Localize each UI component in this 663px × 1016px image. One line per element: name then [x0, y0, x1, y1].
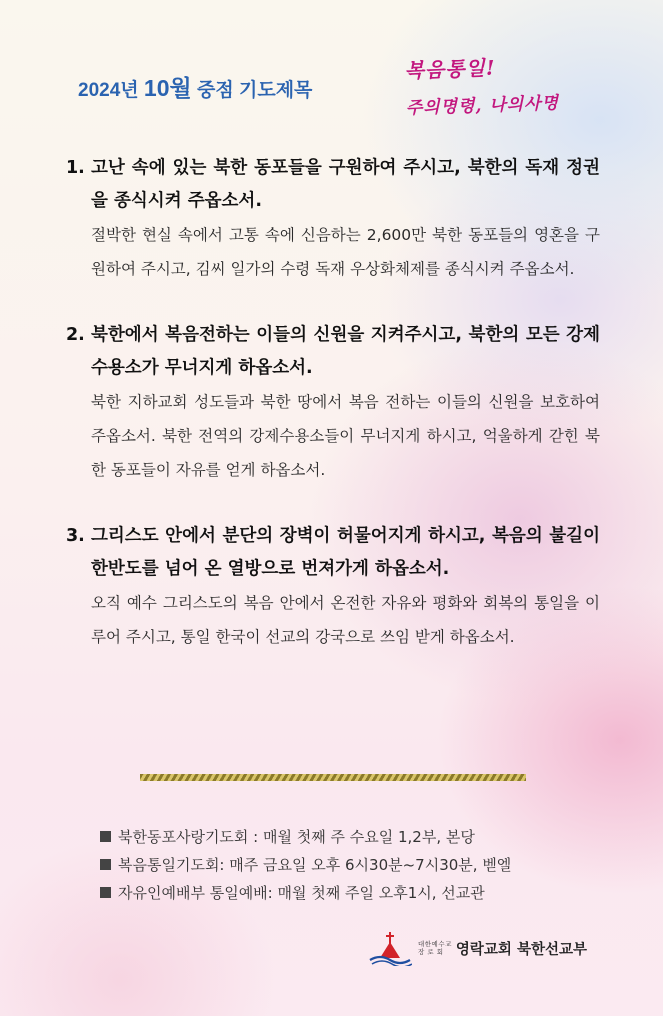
prayer-item [66, 520, 600, 654]
prayer-item-head [66, 520, 600, 586]
meeting-item [100, 851, 511, 879]
prayer-item-title: 그리스도 안에서 분단의 장벽이 허물어지게 하시고, 복음의 불길이 한반도를 넘어 온 열방으로 번져가게 하옵소서. [91, 526, 600, 579]
divider [140, 774, 526, 781]
prayer-item-head [66, 152, 600, 218]
meeting-text: 북한동포사랑기도회 : 매월 첫째 주 수요일 1,2부, 본당 [118, 828, 475, 846]
title-month: 10월 [143, 75, 192, 101]
meeting-item [100, 823, 511, 851]
slogan-line2: 주의명령, 나의사명 [405, 93, 560, 119]
prayer-item-description: 절박한 현실 속에서 고통 속에 신음하는 2,600만 북한 동포들의 영혼을 구원하여 주시고, 김씨 일가의 수령 독재 우상화체제를 종식시켜 주옵소서. [91, 226, 600, 278]
denomination-line1: 대한예수교 [418, 940, 452, 948]
page-header [0, 0, 663, 140]
denomination [418, 940, 452, 956]
page-title [78, 70, 312, 103]
prayer-items [66, 152, 600, 687]
footer [368, 930, 587, 966]
prayer-item-number: 1. [66, 158, 85, 178]
slogan [404, 49, 559, 118]
church-name: 영락교회 북한선교부 [455, 941, 588, 958]
prayer-item-head [66, 319, 600, 385]
square-bullet-icon [100, 831, 111, 842]
prayer-item [66, 152, 600, 286]
denomination-line2: 장 로 회 [418, 948, 444, 956]
slogan-line1: 복음통일! [404, 55, 496, 83]
meeting-list [100, 823, 511, 907]
prayer-item-description: 북한 지하교회 성도들과 북한 땅에서 복음 전하는 이들의 신원을 보호하여 주옵소서. 북한 전역의 강제수용소들이 무너지게 하시고, 억울하게 갇힌 북한 동포들이 자유를 얻게 하옵소서. [91, 393, 600, 479]
prayer-item-number: 3. [66, 526, 85, 546]
prayer-item-description: 오직 예수 그리스도의 복음 안에서 온전한 자유와 평화와 회복의 통일을 이루어 주시고, 통일 한국이 선교의 강국으로 쓰임 받게 하옵소서. [91, 594, 600, 646]
prayer-item-title: 북한에서 복음전하는 이들의 신원을 지켜주시고, 북한의 모든 강제수용소가 무너지게 하옵소서. [91, 325, 600, 378]
title-rest: 중점 기도제목 [197, 80, 313, 101]
prayer-item [66, 319, 600, 487]
title-year: 2024년 [78, 80, 139, 101]
prayer-item-title: 고난 속에 있는 북한 동포들을 구원하여 주시고, 북한의 독재 정권을 종식시켜 주옵소서. [91, 158, 600, 211]
square-bullet-icon [100, 887, 111, 898]
prayer-item-number: 2. [66, 325, 85, 345]
meeting-text: 자유인예배부 통일예배: 매월 첫째 주일 오후1시, 선교관 [118, 884, 485, 902]
meeting-item [100, 879, 511, 907]
cross-wave-logo-icon [368, 930, 412, 966]
meeting-text: 복음통일기도회: 매주 금요일 오후 6시30분~7시30분, 벧엘 [118, 856, 512, 874]
square-bullet-icon [100, 859, 111, 870]
